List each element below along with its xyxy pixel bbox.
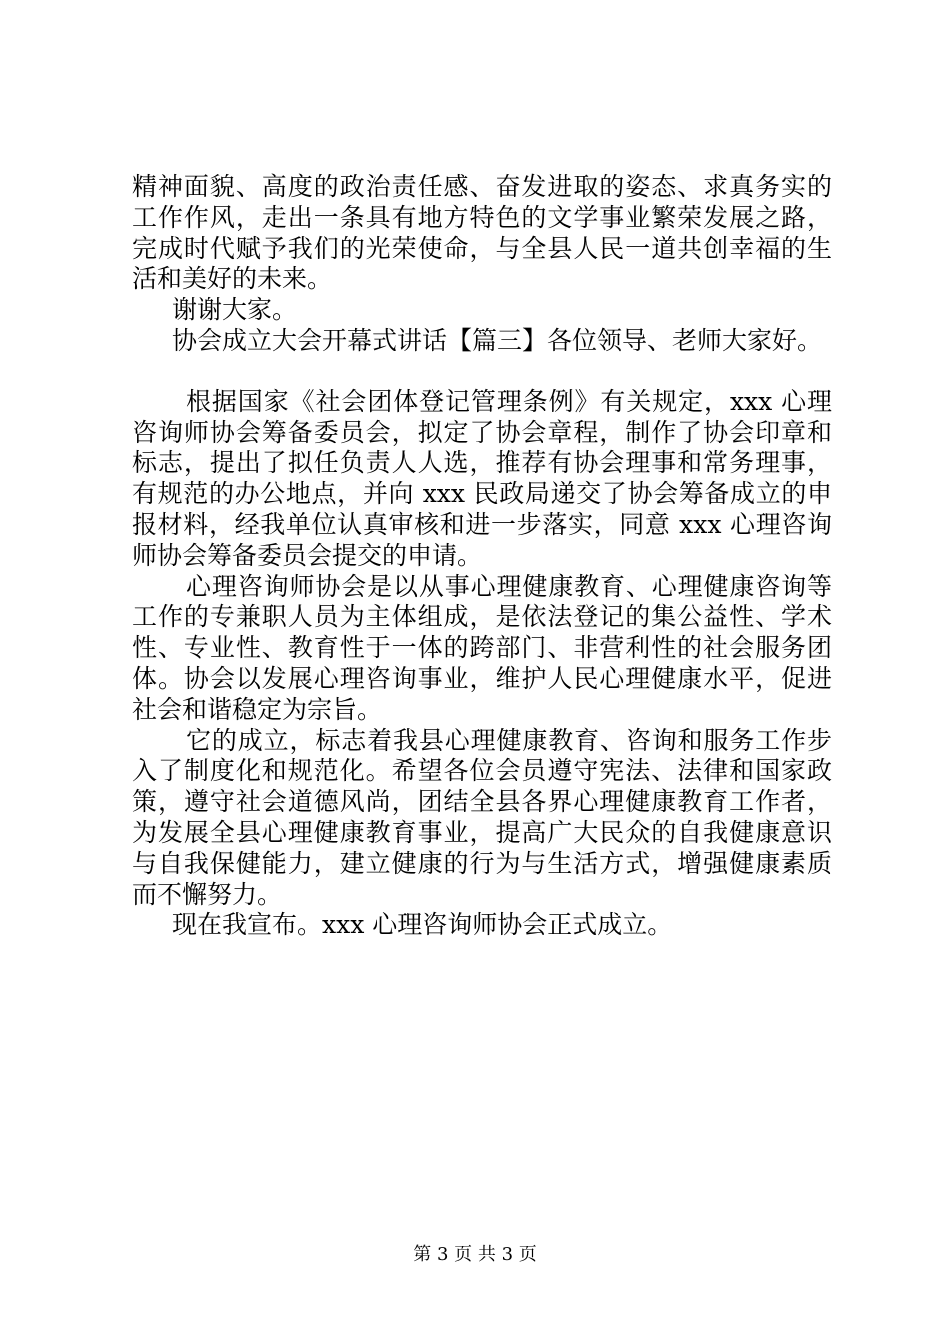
text-line: 入了制度化和规范化。希望各位会员遵守宪法、法律和国家政 xyxy=(132,756,832,786)
text-line: 为发展全县心理健康教育事业，提高广大民众的自我健康意识 xyxy=(132,817,832,847)
text-line: 报材料，经我单位认真审核和进一步落实，同意 xxx 心理咨询 xyxy=(132,509,832,539)
text-line: 师协会筹备委员会提交的申请。 xyxy=(132,540,483,570)
text-line: 完成时代赋予我们的光荣使命，与全县人民一道共创幸福的生 xyxy=(132,233,832,263)
text-line: 谢谢大家。 xyxy=(172,295,298,325)
text-line: 社会和谐稳定为宗旨。 xyxy=(132,694,383,724)
text-line: 工作的专兼职人员为主体组成，是依法登记的集公益性、学术 xyxy=(132,602,832,632)
text-line: 精神面貌、高度的政治责任感、奋发进取的姿态、求真务实的 xyxy=(132,172,832,201)
text-line: 根据国家《社会团体登记管理条例》有关规定，xxx 心理 xyxy=(186,386,832,416)
text-line: 性、专业性、教育性于一体的跨部门、非营利性的社会服务团 xyxy=(132,633,832,663)
text-line: 有规范的办公地点，并向 xxx 民政局递交了协会筹备成立的申 xyxy=(132,479,832,509)
text-line: 与自我保健能力，建立健康的行为与生活方式，增强健康素质 xyxy=(132,848,832,878)
paragraph-gap xyxy=(132,357,832,387)
text-line: 工作作风，走出一条具有地方特色的文学事业繁荣发展之路， xyxy=(132,202,832,232)
document-body xyxy=(132,172,832,941)
text-line: 体。协会以发展心理咨询事业，维护人民心理健康水平，促进 xyxy=(132,663,832,693)
text-line: 活和美好的未来。 xyxy=(132,264,333,294)
text-line: 协会成立大会开幕式讲话【篇三】各位领导、老师大家好。 xyxy=(172,325,823,355)
page-footer: 第 3 页 共 3 页 xyxy=(413,1244,537,1265)
text-line: 它的成立，标志着我县心理健康教育、咨询和服务工作步 xyxy=(186,725,832,755)
text-line: 咨询师协会筹备委员会，拟定了协会章程，制作了协会印章和 xyxy=(132,417,832,447)
text-line: 而不懈努力。 xyxy=(132,879,283,909)
text-line: 现在我宣布。xxx 心理咨询师协会正式成立。 xyxy=(172,910,673,940)
text-line: 心理咨询师协会是以从事心理健康教育、心理健康咨询等 xyxy=(186,571,832,601)
text-line: 策，遵守社会道德风尚，团结全县各界心理健康教育工作者， xyxy=(132,787,832,817)
text-line: 标志，提出了拟任负责人人选，推荐有协会理事和常务理事， xyxy=(132,448,832,478)
